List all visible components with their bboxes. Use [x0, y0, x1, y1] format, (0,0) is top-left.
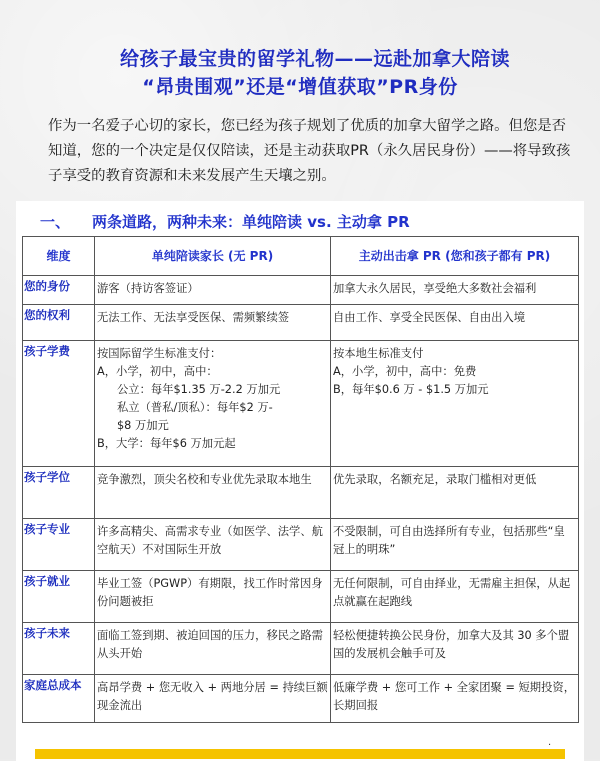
cell-with-pr: 优先录取，名额充足，录取门槛相对更低	[331, 467, 579, 519]
corner-dot: ·	[548, 740, 552, 751]
header-with-pr: 主动出击拿 PR (您和孩子都有 PR)	[331, 237, 579, 276]
section-title: 两条道路，两种未来：单纯陪读 vs. 主动拿 PR	[92, 213, 410, 231]
table-header-row	[23, 237, 579, 276]
table-row	[23, 675, 579, 723]
cell-with-pr: 低廉学费 + 您可工作 + 全家团聚 = 短期投资，长期回报	[331, 675, 579, 723]
sub-title: “昂贵围观”还是“增值获取”PR身份	[142, 76, 458, 98]
header-no-pr: 单纯陪读家长 (无 PR)	[95, 237, 331, 276]
row-label: 您的身份	[23, 276, 95, 305]
table-row	[23, 519, 579, 571]
section-number: 一、	[40, 213, 71, 231]
accent-bar	[35, 749, 565, 759]
comparison-table	[22, 236, 579, 723]
cell-with-pr	[331, 341, 579, 467]
cell-with-pr: 自由工作、享受全民医保、自由出入境	[331, 305, 579, 341]
cell-no-pr: 竞争激烈，顶尖名校和专业优先录取本地生	[95, 467, 331, 519]
table-row	[23, 305, 579, 341]
header-dimension: 维度	[23, 237, 95, 276]
table-row	[23, 467, 579, 519]
cell-with-pr: 不受限制，可自由选择所有专业，包括那些“皇冠上的明珠”	[331, 519, 579, 571]
intro-text: 作为一名爱子心切的家长，您已经为孩子规划了优质的加拿大留学之路。但您是否知道，您的一个决定是仅仅陪读，还是主动获取PR（永久居民身份）——将导致孩子享受的教育资源和未来发展产生天壤之别。	[48, 118, 571, 184]
cell-no-pr: 高昂学费 + 您无收入 + 两地分居 = 持续巨额现金流出	[95, 675, 331, 723]
row-label: 您的权利	[23, 305, 95, 341]
row-label: 孩子学位	[23, 467, 95, 519]
table-row	[23, 571, 579, 623]
main-title: 给孩子最宝贵的留学礼物——远赴加拿大陪读	[119, 48, 510, 70]
table-row	[23, 276, 579, 305]
fee-line: 按国际留学生标准支付：	[97, 347, 222, 360]
cell-no-pr: 毕业工签（PGWP）有期限，找工作时常因身份问题被拒	[95, 571, 331, 623]
fee-line: B，大学：每年$6 万加元起	[97, 437, 236, 450]
cell-with-pr: 无任何限制，可自由择业，无需雇主担保，从起点就赢在起跑线	[331, 571, 579, 623]
row-label: 孩子专业	[23, 519, 95, 571]
table-row	[23, 623, 579, 675]
fee-line: B，每年$0.6 万 - $1.5 万加元	[333, 383, 489, 396]
fee-line: 公立：每年$1.35 万-2.2 万加元	[117, 383, 281, 396]
cell-with-pr: 轻松便捷转换公民身份，加拿大及其 30 多个盟国的发展机会触手可及	[331, 623, 579, 675]
fee-line: 按本地生标准支付	[333, 347, 424, 360]
row-label: 家庭总成本	[23, 675, 95, 723]
fee-line: A，小学，初中，高中：	[97, 365, 218, 378]
cell-with-pr: 加拿大永久居民，享受绝大多数社会福利	[331, 276, 579, 305]
row-label: 孩子就业	[23, 571, 95, 623]
cell-no-pr: 无法工作、无法享受医保、需频繁续签	[95, 305, 331, 341]
table-row	[23, 341, 579, 467]
row-label: 孩子学费	[23, 341, 95, 467]
fee-line: 私立（普私/顶私）：每年$2 万-	[117, 401, 273, 414]
fee-line: A，小学，初中，高中：免费	[333, 365, 477, 378]
section-heading	[40, 211, 410, 232]
cell-no-pr: 许多高精尖、高需求专业（如医学、法学、航空航天）不对国际生开放	[95, 519, 331, 571]
cell-no-pr: 面临工签到期、被迫回国的压力，移民之路需从头开始	[95, 623, 331, 675]
row-label: 孩子未来	[23, 623, 95, 675]
intro-paragraph	[48, 114, 578, 189]
cell-no-pr	[95, 341, 331, 467]
cell-no-pr: 游客（持访客签证）	[95, 276, 331, 305]
fee-line: $8 万加元	[117, 419, 169, 432]
